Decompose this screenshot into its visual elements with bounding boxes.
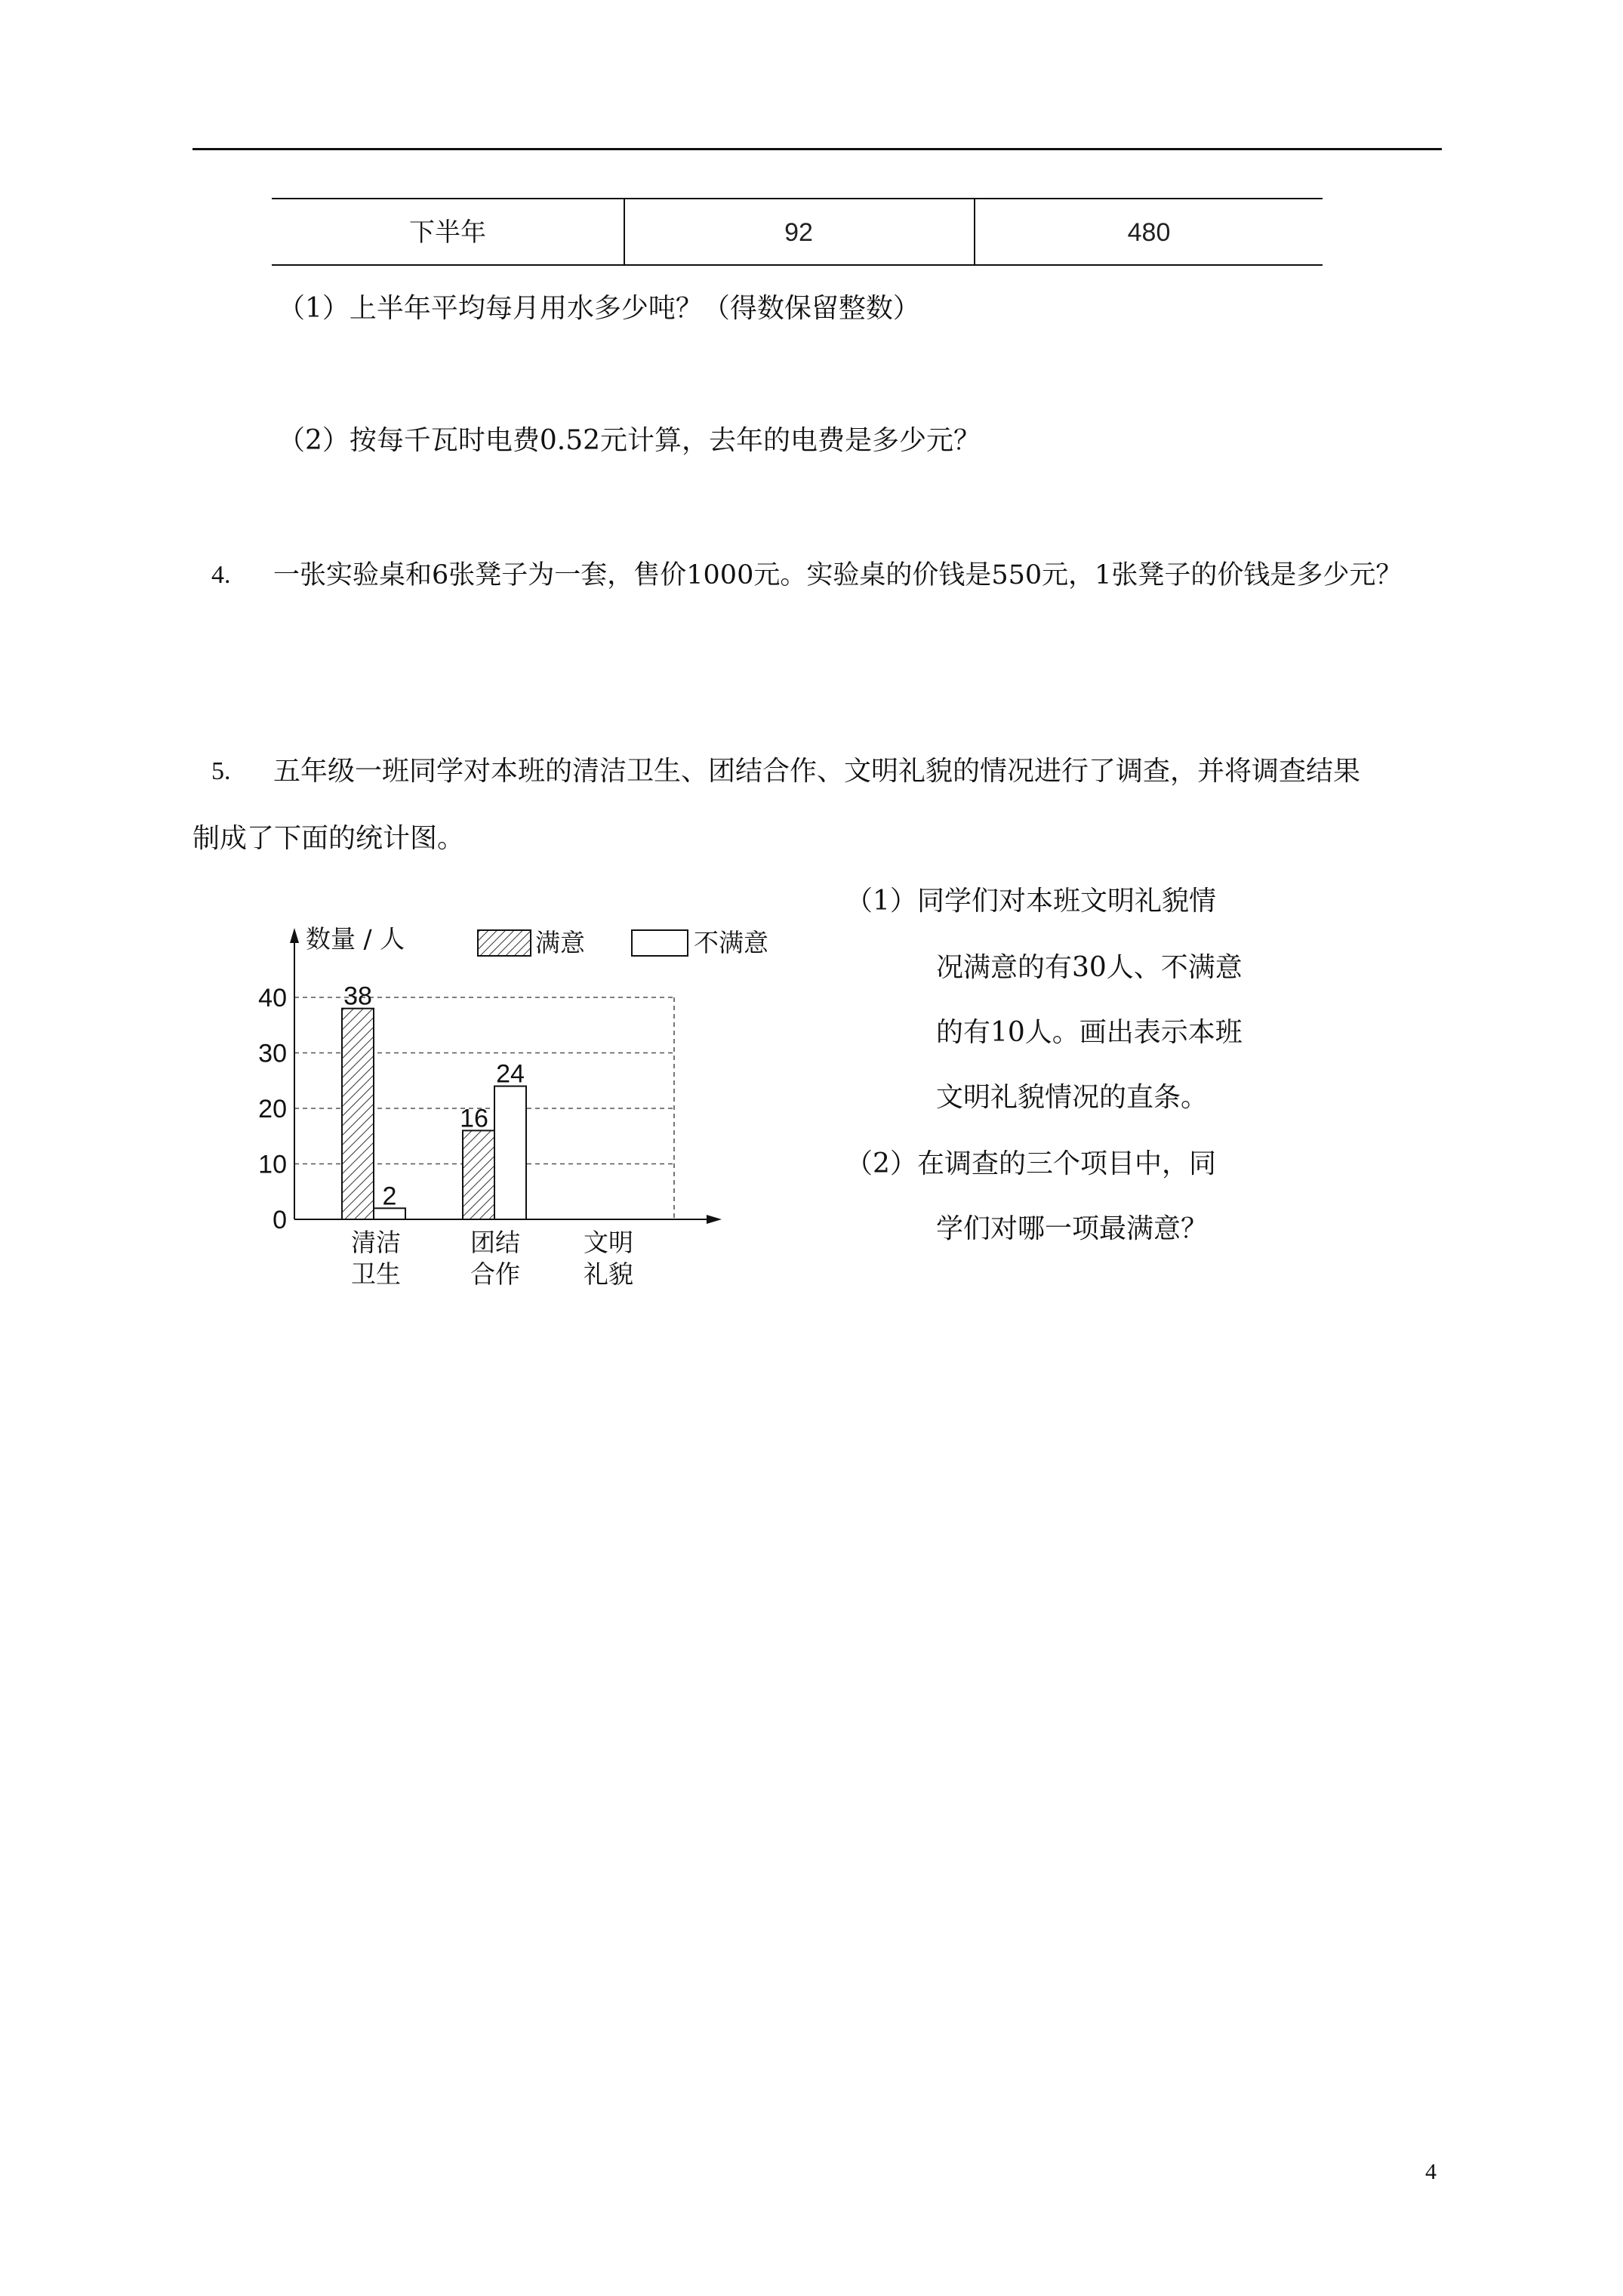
q3-sub2: （2）按每千瓦时电费0.52元计算，去年的电费是多少元？ [278,425,981,456]
bar-unsatisfied-1 [494,1086,526,1219]
y-axis-label: 数量 / 人 [306,924,405,954]
q5-sub2-label: （2） [845,1148,917,1179]
q5-sub2-line-1: 在调查的三个项目中，同 [917,1148,1217,1179]
q4-number: 4. [211,561,231,589]
legend-layer [478,928,768,957]
y-tick-label-20: 20 [258,1095,287,1123]
labels-layer [258,924,633,1289]
bar-chart [226,876,815,1299]
y-tick-label-0: 0 [273,1206,287,1234]
x-tick-label-1-line1: 团结 [470,1228,520,1257]
legend-label-1: 不满意 [694,928,768,957]
q5-sub2-line-2: 学们对哪一项最满意？ [936,1213,1209,1244]
data-label-0-1: 16 [460,1104,488,1133]
y-tick-label-40: 40 [258,984,287,1012]
x-tick-label-2-line1: 文明 [584,1228,633,1257]
y-tick-label-10: 10 [258,1150,287,1179]
x-axis-arrow [707,1215,722,1224]
y-tick-label-30: 30 [258,1039,287,1068]
q5-sub1-line-1: 同学们对本班文明礼貌情 [917,886,1217,917]
q5-sub1-line-3: 的有10人。画出表示本班 [936,1017,1243,1048]
table-cell-water: 92 [784,218,813,247]
x-tick-label-0-line2: 卫生 [351,1259,401,1289]
q5-sub1-line-4: 文明礼貌情况的直条。 [936,1082,1209,1113]
header-rule [192,148,1442,150]
page-number: 4 [1425,2159,1437,2184]
q5-sub1-line-2: 况满意的有30人、不满意 [936,952,1243,983]
table-cell-row-label: 下半年 [409,217,486,248]
table-top-border [272,198,1323,199]
data-label-1-1: 24 [496,1059,525,1089]
q5-sub1-label: （1） [845,886,917,917]
x-tick-label-1-line2: 合作 [470,1259,520,1289]
bars-layer [342,1009,526,1219]
q5-line1: 五年级一班同学对本班的清洁卫生、团结合作、文明礼貌的情况进行了调查，并将调查结果 [273,756,1361,787]
q3-sub1: （1）上半年平均每月用水多少吨？（得数保留整数） [278,293,920,324]
x-tick-label-2-line2: 礼貌 [584,1259,633,1289]
table-cell-electricity: 480 [1127,218,1171,247]
q5-line2: 制成了下面的统计图。 [192,823,465,854]
legend-swatch-0 [478,930,531,956]
legend-swatch-1 [632,930,688,956]
q4-text: 一张实验桌和6张凳子为一套，售价1000元。实验桌的价钱是550元，1张凳子的价钱是多少元？ [273,560,1403,590]
bar-satisfied-1 [463,1130,494,1219]
q5-number: 5. [211,757,231,785]
data-label-0-0: 38 [343,982,372,1011]
y-axis-arrow [290,928,299,943]
data-label-1-0: 2 [382,1182,397,1211]
x-tick-label-0-line1: 清洁 [351,1228,401,1257]
table-bottom-border [272,264,1323,266]
legend-label-0: 满意 [535,928,585,957]
bar-satisfied-0 [342,1009,374,1219]
